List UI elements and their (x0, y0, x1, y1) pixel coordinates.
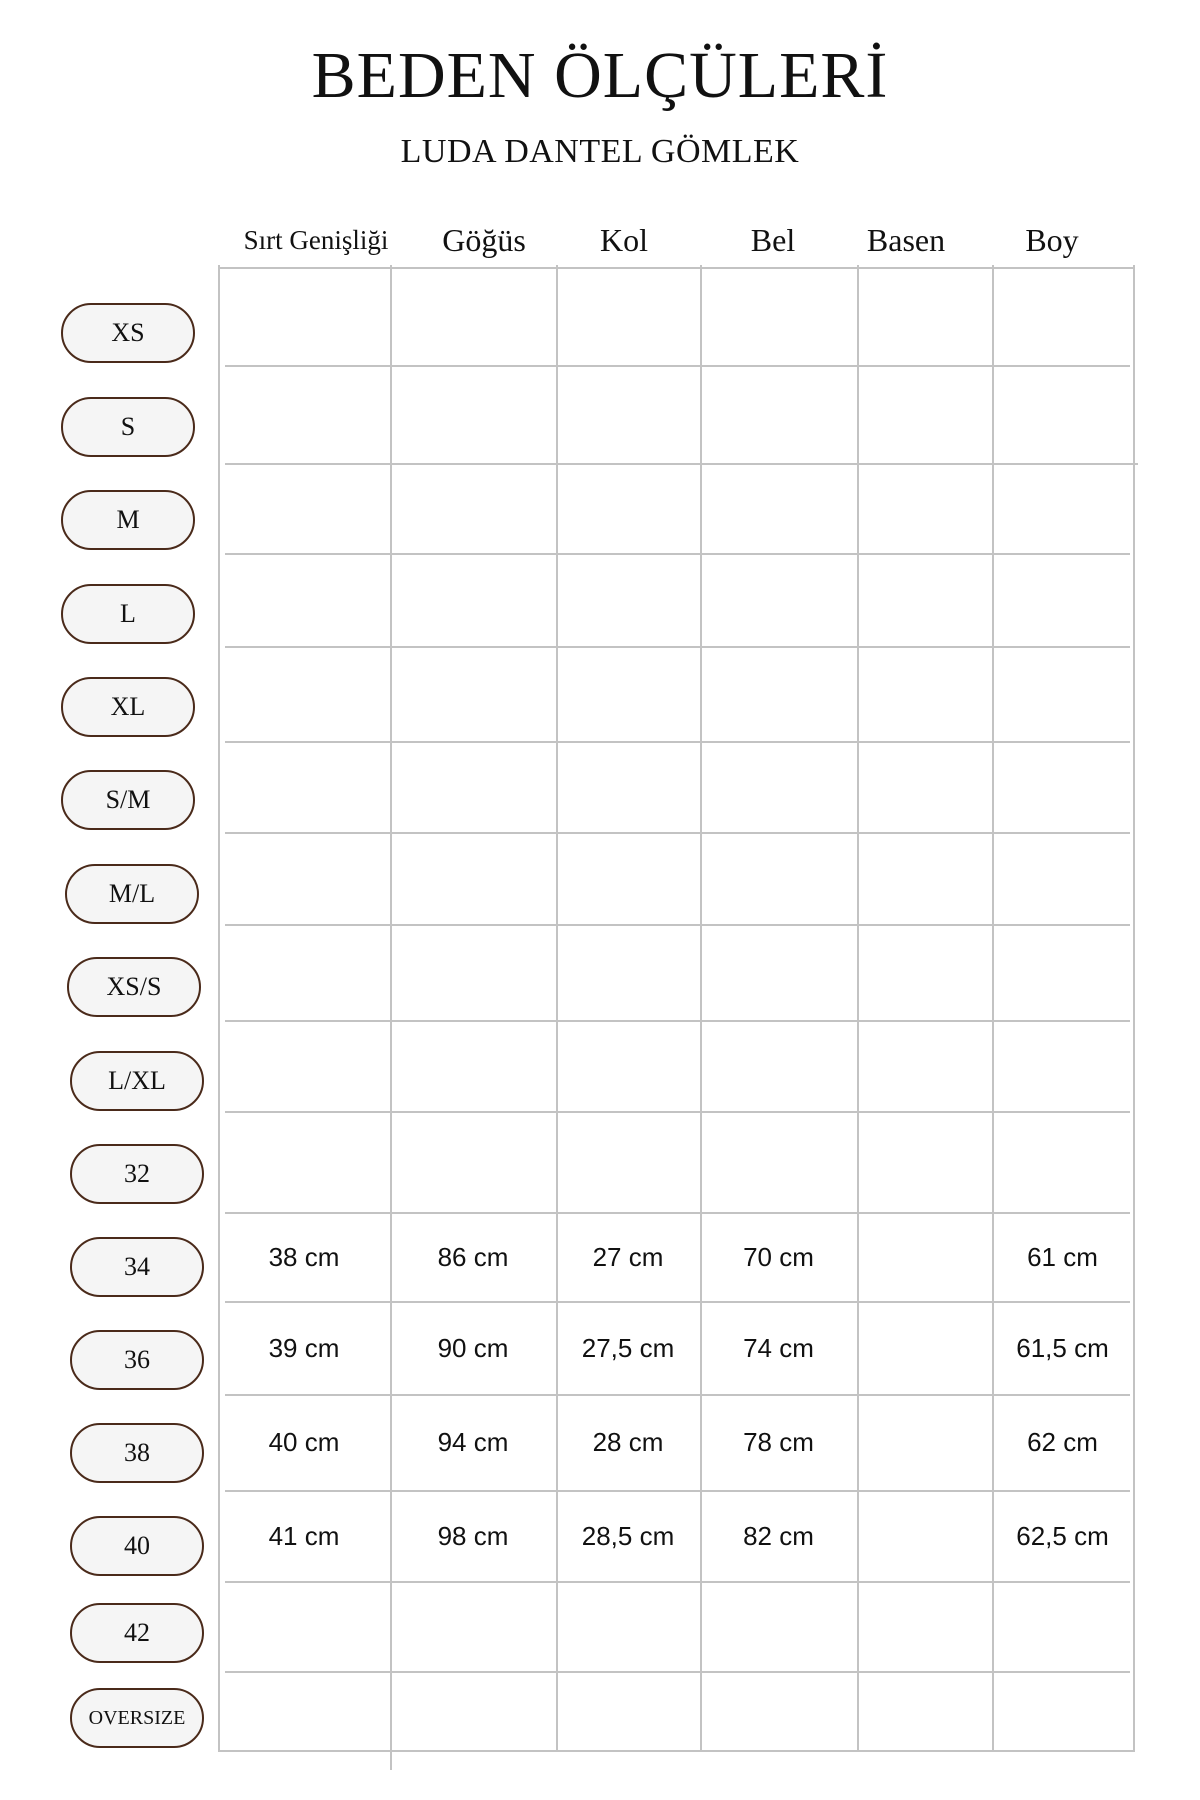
measurement-cell: 98 cm (437, 1520, 509, 1551)
size-label-pill: 32 (70, 1144, 204, 1204)
measurement-cell: 27 cm (592, 1241, 664, 1272)
measurement-cell: 82 cm (743, 1520, 814, 1551)
grid-horizontal-line (225, 1020, 1130, 1022)
column-header: Boy (1025, 222, 1079, 258)
measurement-cell: 41 cm (268, 1520, 340, 1551)
measurement-cell: 62,5 cm (1016, 1520, 1109, 1551)
grid-horizontal-line (225, 924, 1130, 926)
measurement-cell: 40 cm (268, 1427, 340, 1457)
measurement-cell: 62 cm (1027, 1427, 1098, 1457)
grid-horizontal-line (225, 1490, 1130, 1492)
size-label-pill: L/XL (70, 1051, 204, 1111)
page-subtitle: LUDA DANTEL GÖMLEK (400, 133, 800, 170)
measurement-cell: 28 cm (592, 1427, 664, 1457)
measurement-cell: 74 cm (743, 1332, 814, 1363)
size-label-pill: OVERSIZE (70, 1688, 204, 1748)
size-label-pill: L (61, 584, 195, 644)
measurement-cell: 70 cm (743, 1241, 814, 1272)
grid-horizontal-line (225, 1581, 1130, 1583)
grid-horizontal-line (218, 1750, 1135, 1752)
size-label-pill: 34 (70, 1237, 204, 1297)
size-label-pill: 40 (70, 1516, 204, 1576)
grid-horizontal-line (225, 553, 1130, 555)
size-label-pill: 38 (70, 1423, 204, 1483)
measurement-cell: 27,5 cm (581, 1332, 675, 1363)
column-header: Bel (750, 222, 796, 258)
grid-horizontal-line (225, 1301, 1130, 1303)
grid-horizontal-line (225, 1394, 1130, 1396)
grid-vertical-line (857, 265, 859, 1752)
size-label-pill: S/M (61, 770, 195, 830)
size-label-pill: 42 (70, 1603, 204, 1663)
measurement-cell: 61,5 cm (1016, 1332, 1109, 1363)
measurement-cell: 38 cm (268, 1241, 340, 1272)
measurement-cell: 86 cm (437, 1241, 509, 1272)
grid-horizontal-line (225, 1671, 1130, 1673)
size-label-pill: M/L (65, 864, 199, 924)
size-label-pill: XS (61, 303, 195, 363)
measurement-cell: 61 cm (1027, 1241, 1098, 1272)
column-header: Sırt Genişliği (243, 225, 389, 255)
column-header: Basen (866, 222, 946, 258)
grid-horizontal-line (225, 646, 1130, 648)
grid-horizontal-line (225, 832, 1130, 834)
measurement-cell: 90 cm (437, 1332, 509, 1363)
measurement-cell: 78 cm (743, 1427, 814, 1457)
grid-horizontal-line (225, 463, 1138, 465)
measurement-cell: 39 cm (268, 1332, 340, 1363)
page-title: BEDEN ÖLÇÜLERİ (311, 39, 889, 112)
column-header: Göğüs (442, 222, 526, 258)
size-label-pill: S (61, 397, 195, 457)
grid-horizontal-line (218, 267, 1135, 269)
size-label-pill: 36 (70, 1330, 204, 1390)
measurement-cell: 28,5 cm (581, 1520, 675, 1551)
column-header: Kol (600, 222, 648, 258)
measurement-cell: 94 cm (437, 1427, 509, 1457)
size-label-pill: M (61, 490, 195, 550)
grid-horizontal-line (225, 1111, 1130, 1113)
grid-horizontal-line (225, 1212, 1130, 1214)
size-label-pill: XL (61, 677, 195, 737)
grid-horizontal-line (225, 741, 1130, 743)
grid-vertical-line (1133, 265, 1135, 1752)
size-label-pill: XS/S (67, 957, 201, 1017)
grid-horizontal-line (225, 365, 1130, 367)
